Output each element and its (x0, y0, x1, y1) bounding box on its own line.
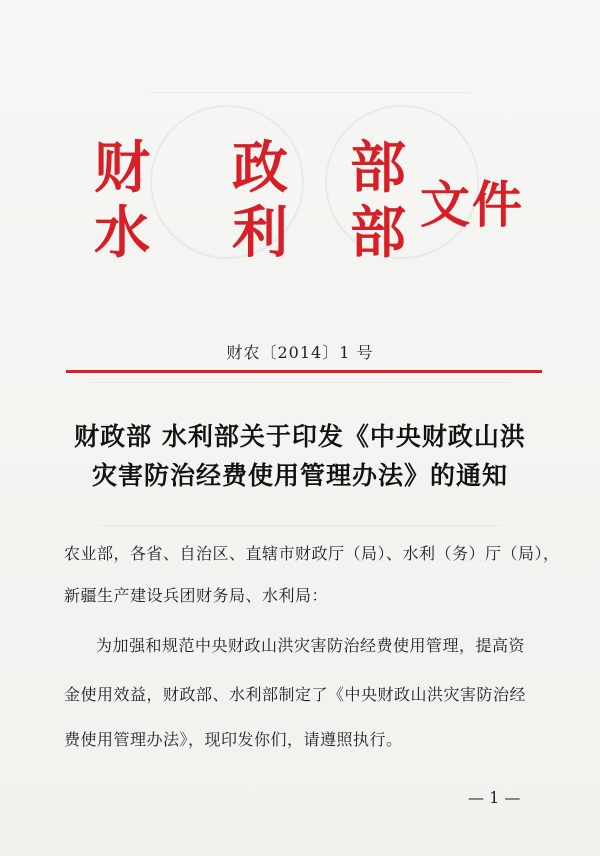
paragraph-line-2: 金使用效益，财政部、水利部制定了《中央财政山洪灾害防治经 (64, 685, 527, 704)
header-char-shui: 水 (94, 200, 150, 266)
header-char-li: 利 (232, 200, 288, 266)
document-title-line-2: 灾害防治经费使用管理办法》的通知 (91, 461, 508, 490)
document-title-line-1: 财政部 水利部关于印发《中央财政山洪 (74, 422, 526, 451)
paragraph-line-1: 为加强和规范中央财政山洪灾害防治经费使用管理，提高资 (96, 636, 526, 655)
header-suffix-wenjian: 文件 (420, 175, 524, 234)
header-char-bu-2: 部 (350, 200, 406, 266)
header-char-zheng: 政 (232, 135, 288, 201)
show-through-line (100, 525, 500, 526)
recipients-line-1: 农业部，各省、自治区、直辖市财政厅（局）、水利（务）厅（局）， (64, 544, 560, 563)
show-through-line (90, 382, 510, 383)
page-number: — 1 — (468, 788, 521, 807)
header-char-bu-1: 部 (350, 135, 406, 201)
header-char-cai: 财 (94, 135, 150, 201)
recipients-line-2: 新疆生产建设兵团财务局、水利局： (64, 586, 329, 605)
show-through-line (150, 92, 470, 93)
red-separator-rule (66, 370, 542, 373)
paragraph-line-3: 费使用管理办法》，现印发你们，请遵照执行。 (64, 730, 403, 749)
document-number: 财农〔2014〕1 号 (226, 343, 374, 362)
